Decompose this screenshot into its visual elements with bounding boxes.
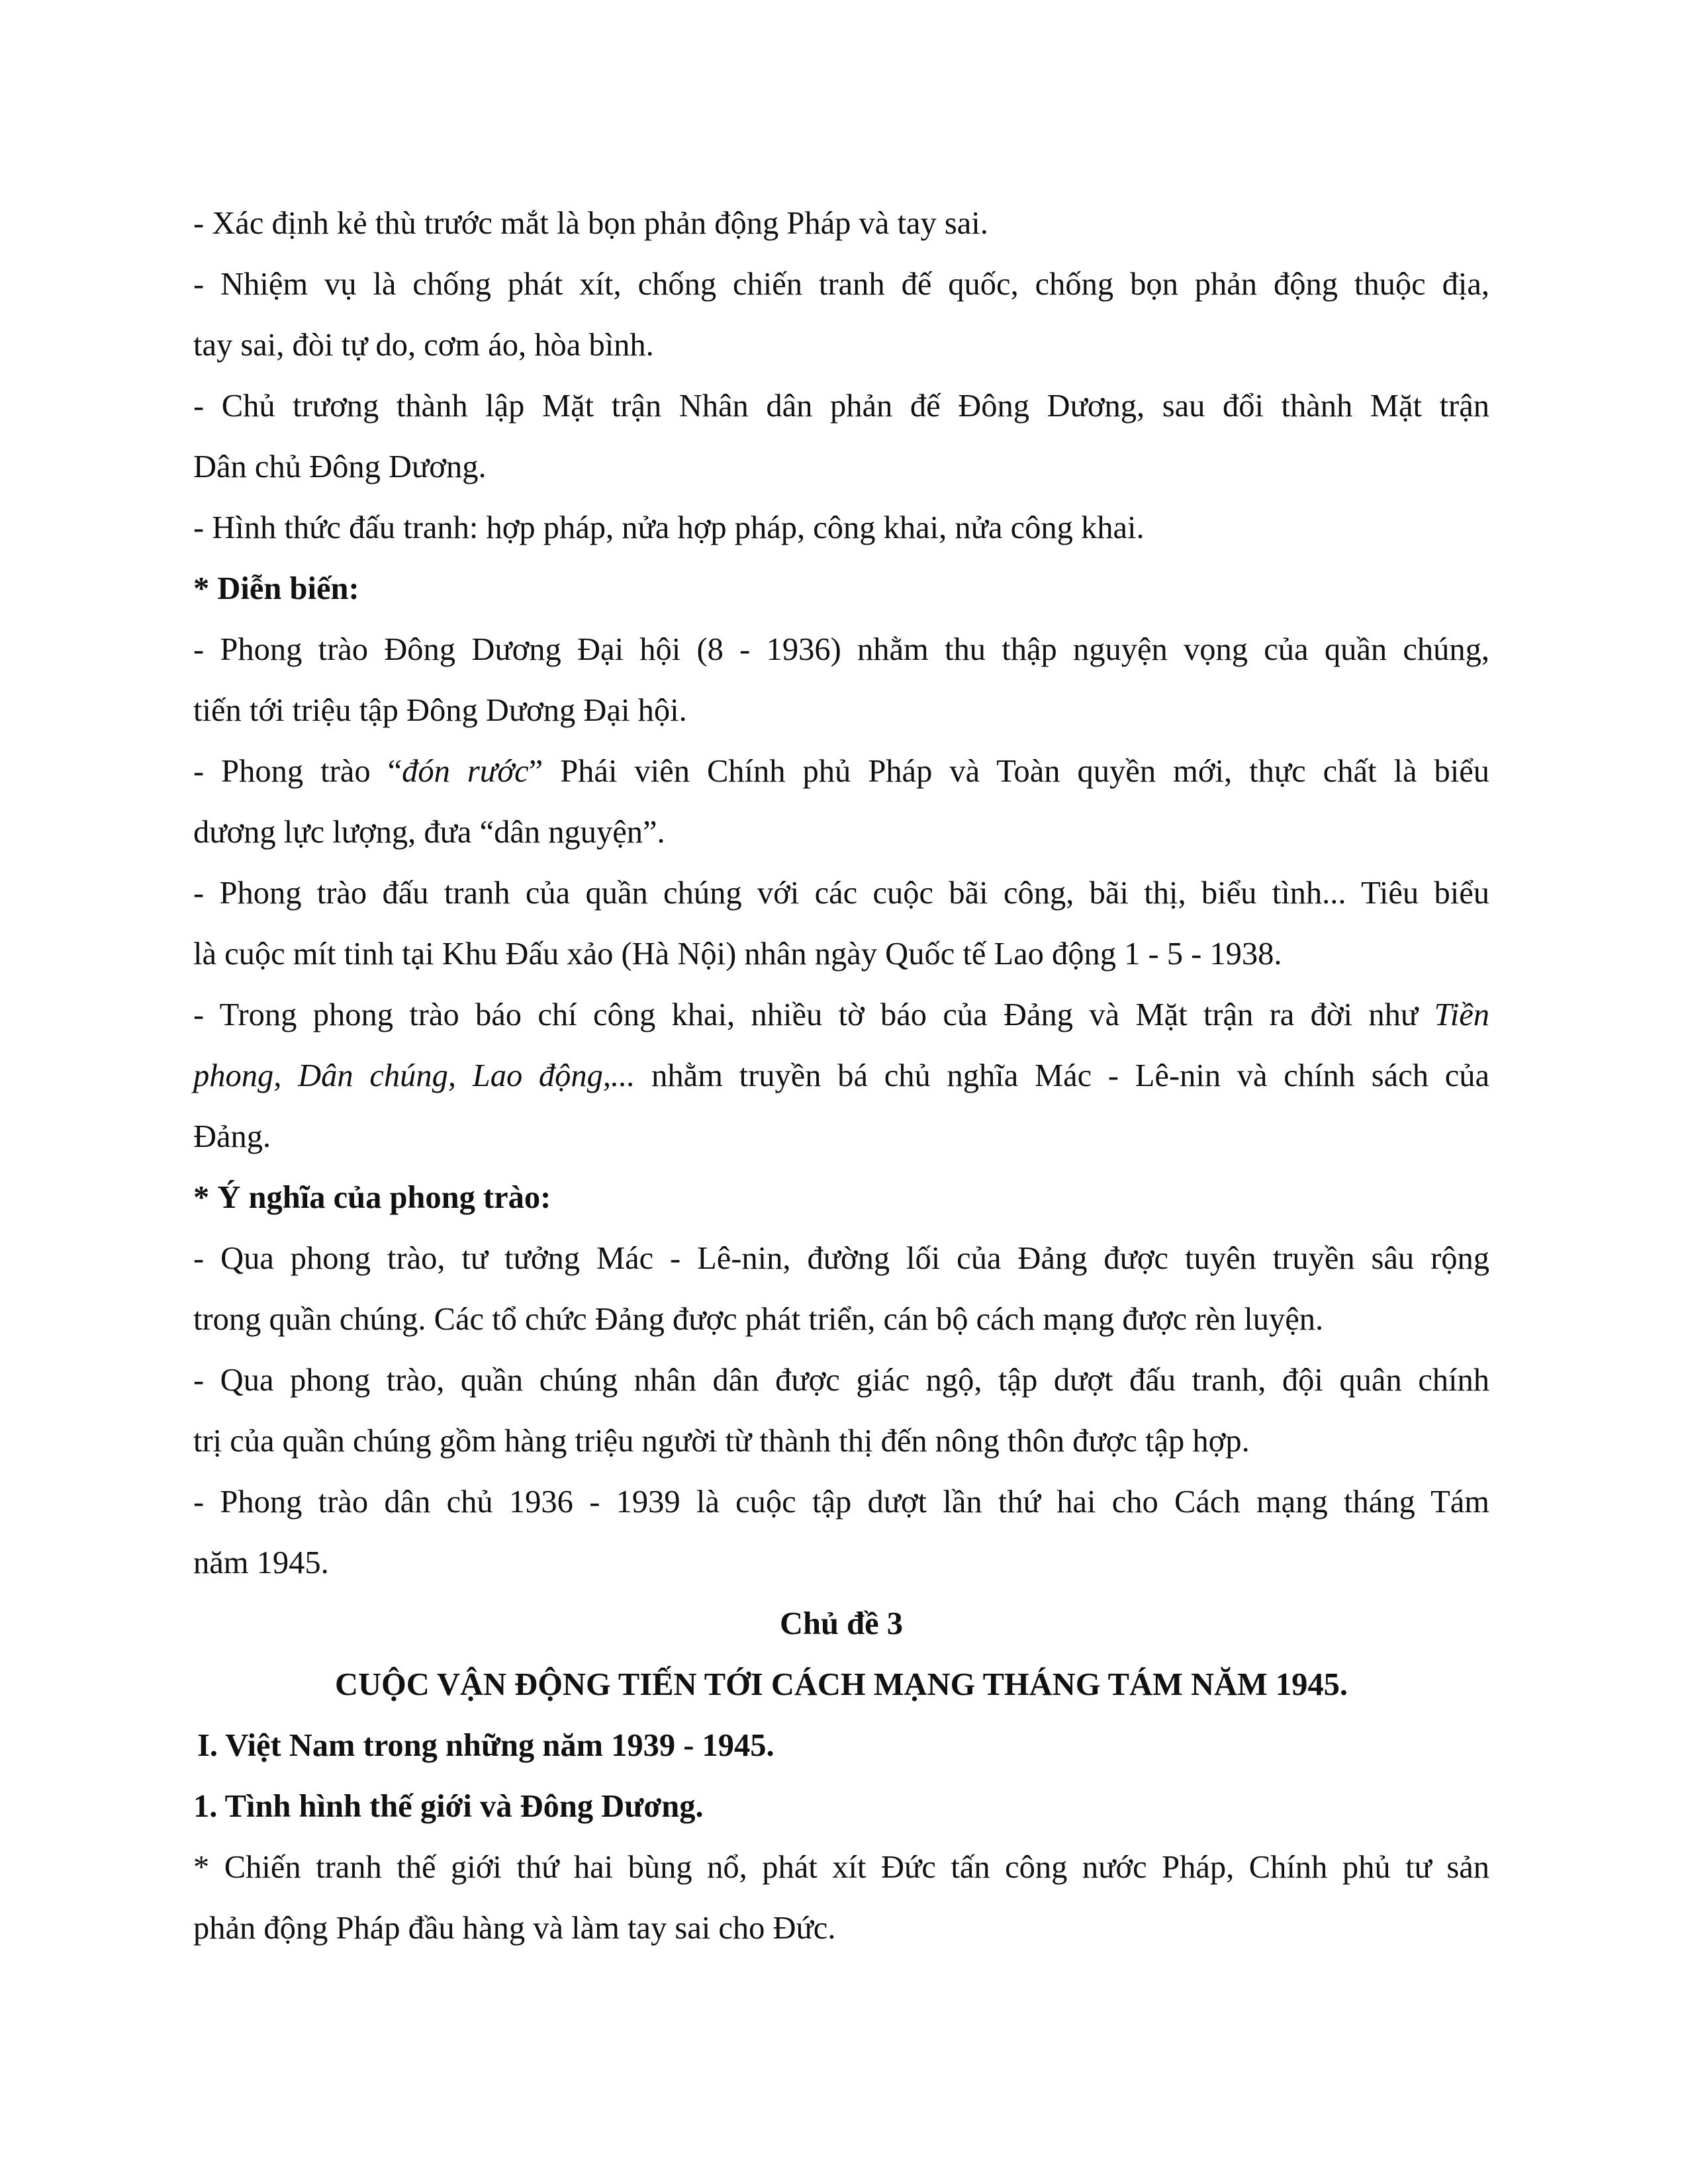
text-line: Dân chủ Đông Dương. <box>193 449 487 484</box>
text-line: - Phong trào đấu tranh của quần chúng với các cuộc bãi công, bãi thị, biểu tình... Tiêu biểu <box>193 876 1489 911</box>
text-span: ” Phái viên Chính phủ Pháp và Toàn quyền mới, thực chất là biểu <box>528 754 1489 789</box>
text-line <box>193 741 1489 802</box>
text-line: là cuộc mít tinh tại Khu Đấu xảo (Hà Nội) nhân ngày Quốc tế Lao động 1 - 5 - 1938. <box>193 936 1282 972</box>
topic-title: CUỘC VẬN ĐỘNG TIẾN TỚI CÁCH MẠNG THÁNG TÁM NĂM 1945. <box>334 1667 1348 1702</box>
text-line: * Chiến tranh thế giới thứ hai bùng nổ, phát xít Đức tấn công nước Pháp, Chính phủ tư sản <box>193 1850 1489 1885</box>
text-span: - Trong phong trào báo chí công khai, nhiều tờ báo của Đảng và Mặt trận ra đời như <box>193 997 1434 1032</box>
text-line: - Phong trào dân chủ 1936 - 1939 là cuộc tập dượt lần thứ hai cho Cách mạng tháng Tám <box>193 1484 1489 1520</box>
text-line: phản động Pháp đầu hàng và làm tay sai cho Đức. <box>193 1911 836 1946</box>
text-line: - Hình thức đấu tranh: hợp pháp, nửa hợp pháp, công khai, nửa công khai. <box>193 510 1145 545</box>
text-line: trong quần chúng. Các tổ chức Đảng được phát triển, cán bộ cách mạng được rèn luyện. <box>193 1302 1324 1337</box>
section-heading: I. Việt Nam trong những năm 1939 - 1945. <box>197 1728 774 1763</box>
text-line: trị của quần chúng gồm hàng triệu người từ thành thị đến nông thôn được tập hợp. <box>193 1424 1250 1459</box>
text-line: - Phong trào Đông Dương Đại hội (8 - 1936) nhằm thu thập nguyện vọng của quần chúng, <box>193 632 1489 667</box>
text-line: - Qua phong trào, tư tưởng Mác - Lê-nin, đường lối của Đảng được tuyên truyền sâu rộng <box>193 1241 1489 1276</box>
text-line: tiến tới triệu tập Đông Dương Đại hội. <box>193 693 687 728</box>
subsection-heading: 1. Tình hình thế giới và Đông Dương. <box>193 1789 704 1824</box>
text-line: năm 1945. <box>193 1545 329 1580</box>
section-heading-dien-bien: * Diễn biến: <box>193 571 359 606</box>
text-line: - Chủ trương thành lập Mặt trận Nhân dân phản đế Đông Dương, sau đổi thành Mặt trận <box>193 388 1489 424</box>
section-heading-y-nghia: * Ý nghĩa của phong trào: <box>193 1180 551 1215</box>
topic-heading: Chủ đề 3 <box>780 1606 903 1641</box>
text-span: - Phong trào “ <box>193 754 402 789</box>
text-span: nhằm truyền bá chủ nghĩa Mác - Lê-nin và chính sách của <box>635 1058 1489 1093</box>
text-line: dương lực lượng, đưa “dân nguyện”. <box>193 815 665 850</box>
text-line: tay sai, đòi tự do, cơm áo, hòa bình. <box>193 328 654 363</box>
italic-text: đón rước <box>402 754 529 789</box>
text-line <box>193 985 1489 1046</box>
italic-text: phong, Dân chúng, Lao động,... <box>193 1058 635 1093</box>
text-line: - Xác định kẻ thù trước mắt là bọn phản động Pháp và tay sai. <box>193 206 988 241</box>
text-line: Đảng. <box>193 1119 271 1154</box>
text-line <box>193 1046 1489 1107</box>
text-line: - Qua phong trào, quần chúng nhân dân được giác ngộ, tập dượt đấu tranh, đội quân chính <box>193 1363 1489 1398</box>
text-line: - Nhiệm vụ là chống phát xít, chống chiến tranh đế quốc, chống bọn phản động thuộc địa, <box>193 267 1489 302</box>
italic-text: Tiền <box>1434 997 1489 1032</box>
document-page <box>193 193 1489 1959</box>
